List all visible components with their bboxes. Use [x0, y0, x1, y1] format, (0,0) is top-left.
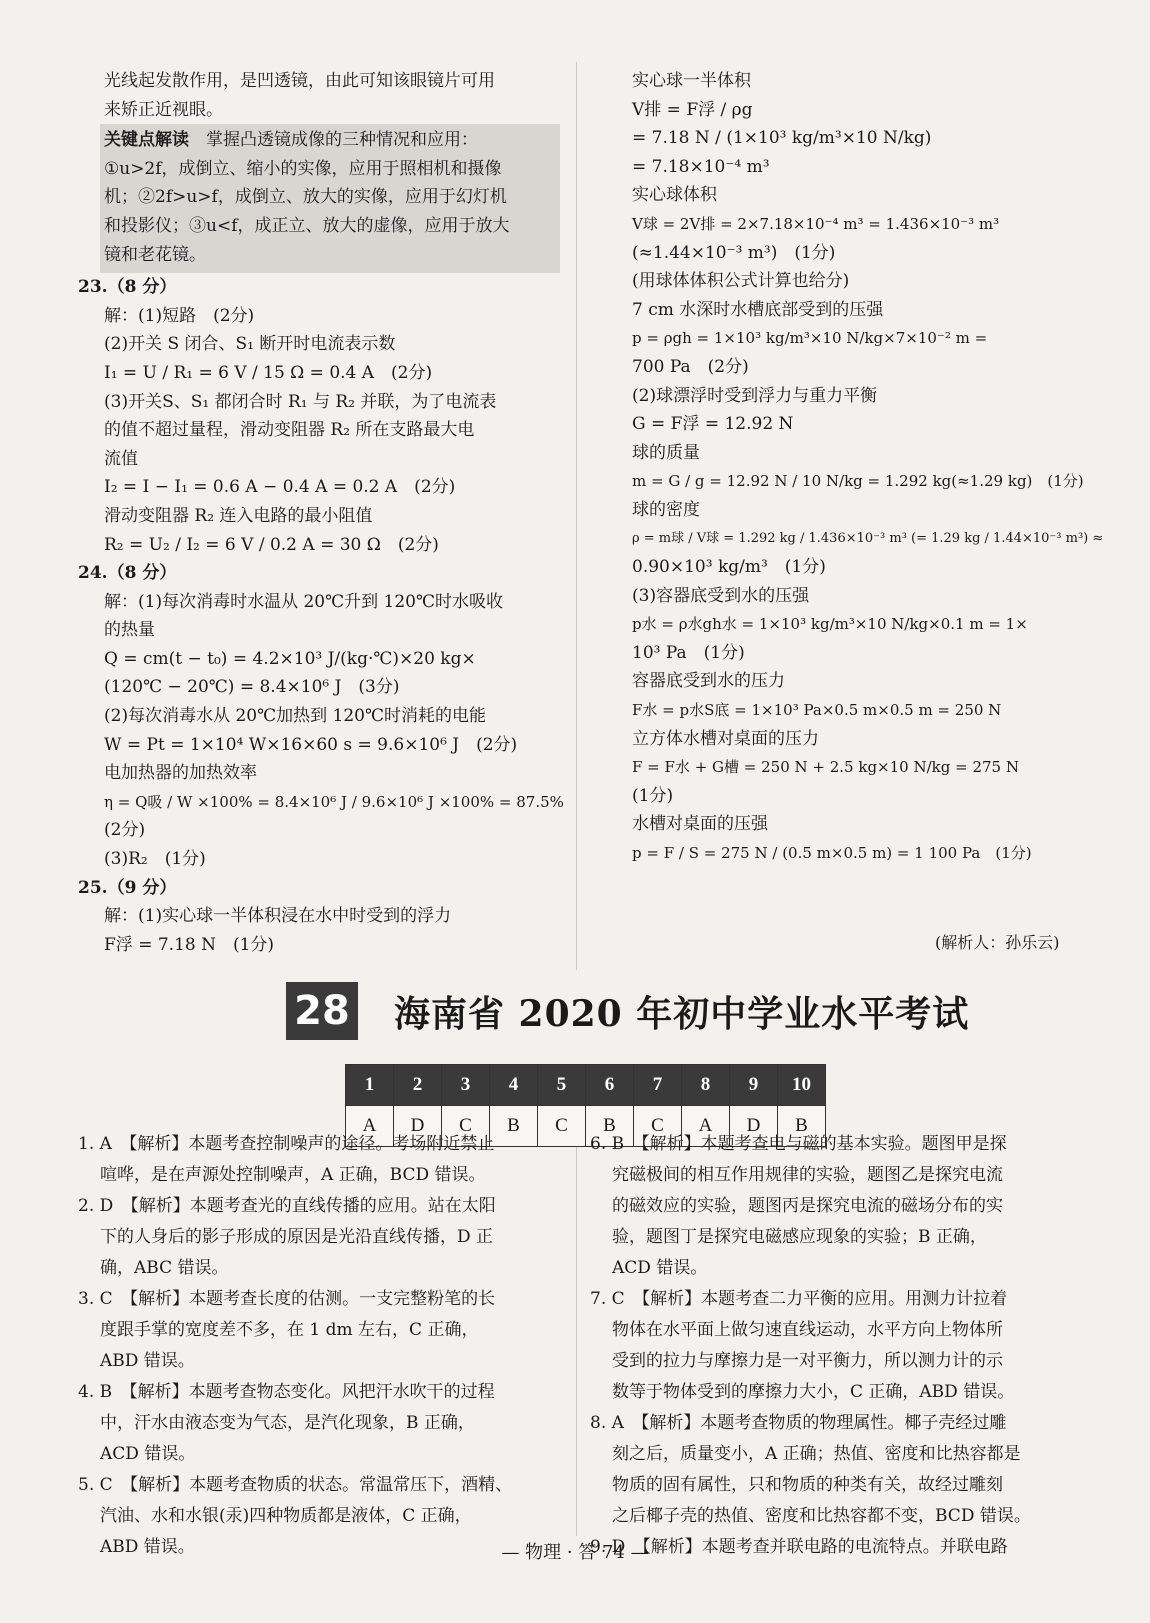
answer-table-header-row: [346, 1065, 826, 1106]
text-line: (2)球漂浮时受到浮力与重力平衡: [632, 385, 878, 406]
formula-line: 0.90×10³ kg/m³ (1分): [632, 557, 826, 578]
explanation-line: ACD 错误。: [612, 1258, 708, 1278]
explanation-line: 度跟手掌的宽度差不多，在 1 dm 左右，C 正确，: [100, 1320, 479, 1340]
answer-cell: C: [538, 1106, 586, 1147]
bottom-left-column: [78, 1129, 564, 1563]
answer-cell: D: [394, 1106, 442, 1147]
text-line: (2)每次消毒水从 20℃加热到 120℃时消耗的电能: [104, 706, 487, 727]
formula-line: V排 = F浮 / ρg: [632, 99, 753, 120]
key-point-line: 和投影仪；③u<f，成正立、放大的虚像，应用于放大: [104, 215, 510, 236]
explanation-line: 中，汗水由液态变为气态，是汽化现象，B 正确，: [100, 1413, 475, 1433]
question-heading: 23.（8 分）: [78, 277, 177, 298]
answer-cell: B: [586, 1106, 634, 1147]
question-number: 6: [586, 1065, 634, 1106]
answer-cell: D: [730, 1106, 778, 1147]
explanation-line: 验，题图丁是探究电磁感应现象的实验；B 正确，: [612, 1227, 987, 1247]
explanation-line: 8. A 【解析】本题考查物质的物理属性。椰子壳经过雕: [590, 1413, 1007, 1433]
explanation-line: 3. C 【解析】本题考查长度的估测。一支完整粉笔的长: [78, 1289, 496, 1309]
formula-line: I₂ = I − I₁ = 0.6 A − 0.4 A = 0.2 A (2分): [104, 477, 456, 498]
formula-line: V球 = 2V排 = 2×7.18×10⁻⁴ m³ = 1.436×10⁻³ m³: [632, 214, 1000, 233]
text-line: 容器底受到水的压力: [632, 671, 785, 692]
explanation-line: 2. D 【解析】本题考查光的直线传播的应用。站在太阳: [78, 1196, 496, 1216]
bottom-right-column: [590, 1129, 1074, 1563]
text-line: (3)R₂ (1分): [104, 849, 206, 870]
answer-cell: A: [346, 1106, 394, 1147]
key-point-line: 机；②2f>u>f，成倒立、放大的实像，应用于幻灯机: [104, 187, 507, 208]
text-line: 解：(1)实心球一半体积浸在水中时受到的浮力: [104, 906, 452, 927]
formula-line: G = F浮 = 12.92 N: [632, 414, 794, 435]
text-line: 实心球一半体积: [632, 71, 751, 91]
explanation-line: 6. B 【解析】本题考查电与磁的基本实验。题图甲是探: [590, 1134, 1007, 1154]
formula-line: Q = cm(t − t₀) = 4.2×10³ J/(kg·℃)×20 kg×: [104, 648, 476, 669]
formula-line: m = G / g = 12.92 N / 10 N/kg = 1.292 kg(≈1.29 kg) (1分): [632, 472, 1084, 491]
text-line: 立方体水槽对桌面的压力: [632, 728, 819, 749]
explanation-line: ABD 错误。: [100, 1537, 195, 1557]
formula-line: F = F水 + G槽 = 250 N + 2.5 kg×10 N/kg = 275 N: [632, 758, 1019, 777]
explanation-line: ACD 错误。: [100, 1444, 196, 1464]
answer-cell: A: [682, 1106, 730, 1147]
explanation-line: 5. C 【解析】本题考查物质的状态。常温常压下，酒精、: [78, 1475, 513, 1495]
text-line: (3)开关S、S₁ 都闭合时 R₁ 与 R₂ 并联，为了电流表: [104, 391, 497, 412]
formula-line: η = Q吸 / W ×100% = 8.4×10⁶ J / 9.6×10⁶ J ×100% = 87.5%: [104, 792, 564, 811]
explanation-line: 受到的拉力与摩擦力是一对平衡力，所以测力计的示: [612, 1351, 1003, 1371]
text-line: (≈1.44×10⁻³ m³) (1分): [632, 242, 836, 263]
key-point-label: 关键点解读: [104, 130, 189, 151]
text-line: 实心球体积: [632, 185, 717, 206]
formula-line: (120℃ − 20℃) = 8.4×10⁶ J (3分): [104, 677, 400, 698]
text-line: (2)开关 S 闭合、S₁ 断开时电流表示数: [104, 334, 396, 355]
text-line: 水槽对桌面的压强: [632, 814, 768, 835]
question-number: 7: [634, 1065, 682, 1106]
key-point-box: [100, 124, 560, 273]
formula-line: p = ρgh = 1×10³ kg/m³×10 N/kg×7×10⁻² m =: [632, 329, 988, 348]
question-number: 8: [682, 1065, 730, 1106]
exam-number-badge: 28: [286, 982, 358, 1040]
formula-line: F水 = p水S底 = 1×10³ Pa×0.5 m×0.5 m = 250 N: [632, 701, 1002, 720]
explanation-line: 汽油、水和水银(汞)四种物质都是液体，C 正确，: [100, 1506, 472, 1526]
explanation-line: 物体在水平面上做匀速直线运动，水平方向上物体所: [612, 1320, 1003, 1340]
explanation-line: 数等于物体受到的摩擦力大小，C 正确，ABD 错误。: [612, 1382, 1015, 1402]
formula-line: 10³ Pa (1分): [632, 642, 745, 663]
right-column: [632, 67, 1104, 868]
question-number: 1: [346, 1065, 394, 1106]
formula-line: F浮 = 7.18 N (1分): [104, 934, 275, 955]
text-line: 解：(1)短路 (2分): [104, 305, 255, 326]
explanation-line: 下的人身后的影子形成的原因是光沿直线传播，D 正: [100, 1227, 494, 1247]
text-line: 光线起发散作用，是凹透镜，由此可知该眼镜片可用: [104, 71, 495, 91]
explanation-line: 刻之后，质量变小，A 正确；热值、密度和比热容都是: [612, 1444, 1021, 1464]
question-number: 10: [778, 1065, 826, 1106]
text-line: 球的密度: [632, 499, 700, 520]
explanation-line: 9. D 【解析】本题考查并联电路的电流特点。并联电路: [590, 1537, 1008, 1557]
question-number: 2: [394, 1065, 442, 1106]
answer-cell: C: [442, 1106, 490, 1147]
text-line: 的值不超过量程，滑动变阻器 R₂ 所在支路最大电: [104, 420, 475, 441]
explanation-line: 1. A 【解析】本题考查控制噪声的途径。考场附近禁止: [78, 1134, 495, 1154]
explanation-line: ABD 错误。: [100, 1351, 195, 1371]
left-column: [78, 67, 564, 959]
key-point-line: ①u>2f，成倒立、缩小的实像，应用于照相机和摄像: [104, 158, 502, 179]
question-number: 9: [730, 1065, 778, 1106]
explanation-line: 确，ABC 错误。: [100, 1258, 229, 1278]
formula-line: p = F / S = 275 N / (0.5 m×0.5 m) = 1 100 Pa (1分): [632, 844, 1032, 863]
explanation-line: 4. B 【解析】本题考查物态变化。风把汗水吹干的过程: [78, 1382, 495, 1402]
analyst-signature: (解析人：孙乐云): [935, 933, 1060, 952]
text-line: (2分): [104, 820, 146, 841]
explanation-line: 的磁效应的实验，题图丙是探究电流的磁场分布的实: [612, 1196, 1003, 1216]
question-number: 5: [538, 1065, 586, 1106]
answer-cell: B: [778, 1106, 826, 1147]
explanation-line: 物质的固有属性，只和物质的种类有关，故经过雕刻: [612, 1475, 1003, 1495]
explanation-line: 之后椰子壳的热值、密度和比热容都不变，BCD 错误。: [612, 1506, 1031, 1526]
key-point-line: 镜和老花镜。: [104, 244, 206, 265]
formula-line: p水 = ρ水gh水 = 1×10³ kg/m³×10 N/kg×0.1 m = 1×: [632, 615, 1028, 634]
column-divider: [576, 62, 577, 970]
question-heading: 25.（9 分）: [78, 877, 177, 898]
text-line: 7 cm 水深时水槽底部受到的压强: [632, 299, 884, 320]
formula-line: = 7.18 N / (1×10³ kg/m³×10 N/kg): [632, 128, 932, 149]
formula-line: ρ = m球 / V球 = 1.292 kg / 1.436×10⁻³ m³ (= 1.29 kg / 1.44×10⁻³ m³) ≈: [632, 530, 1104, 546]
text-line: 滑动变阻器 R₂ 连入电路的最小阻值: [104, 505, 373, 526]
formula-line: W = Pt = 1×10⁴ W×16×60 s = 9.6×10⁶ J (2分): [104, 734, 518, 755]
question-number: 3: [442, 1065, 490, 1106]
formula-line: R₂ = U₂ / I₂ = 6 V / 0.2 A = 30 Ω (2分): [104, 534, 439, 555]
formula-line: = 7.18×10⁻⁴ m³: [632, 156, 770, 177]
question-heading: 24.（8 分）: [78, 563, 177, 584]
text-line: (1分): [632, 785, 674, 806]
page-footer: — 物理 · 答 74 —: [501, 1542, 649, 1563]
text-line: 解：(1)每次消毒时水温从 20℃升到 120℃时水吸收: [104, 591, 504, 612]
text-line: 流值: [104, 448, 138, 469]
text-line: (3)容器底受到水的压强: [632, 585, 810, 606]
text-line: 电加热器的加热效率: [104, 763, 257, 784]
text-line: 球的质量: [632, 442, 700, 463]
question-number: 4: [490, 1065, 538, 1106]
column-divider-bottom: [576, 1126, 577, 1536]
key-point-line: 掌握凸透镜成像的三种情况和应用：: [206, 130, 478, 151]
explanation-line: 究磁极间的相互作用规律的实验，题图乙是探究电流: [612, 1165, 1003, 1185]
text-line: 700 Pa (2分): [632, 356, 749, 377]
exam-title: 海南省 2020 年初中学业水平考试: [394, 993, 970, 1035]
answer-cell: C: [634, 1106, 682, 1147]
answer-cell: B: [490, 1106, 538, 1147]
explanation-line: 喧哗，是在声源处控制噪声，A 正确，BCD 错误。: [100, 1165, 486, 1185]
formula-line: I₁ = U / R₁ = 6 V / 15 Ω = 0.4 A (2分): [104, 362, 433, 383]
explanation-line: 7. C 【解析】本题考查二力平衡的应用。用测力计拉着: [590, 1289, 1008, 1309]
text-line: 的热量: [104, 620, 155, 641]
text-line: (用球体体积公式计算也给分): [632, 271, 850, 292]
text-line: 来矫正近视眼。: [104, 99, 223, 120]
